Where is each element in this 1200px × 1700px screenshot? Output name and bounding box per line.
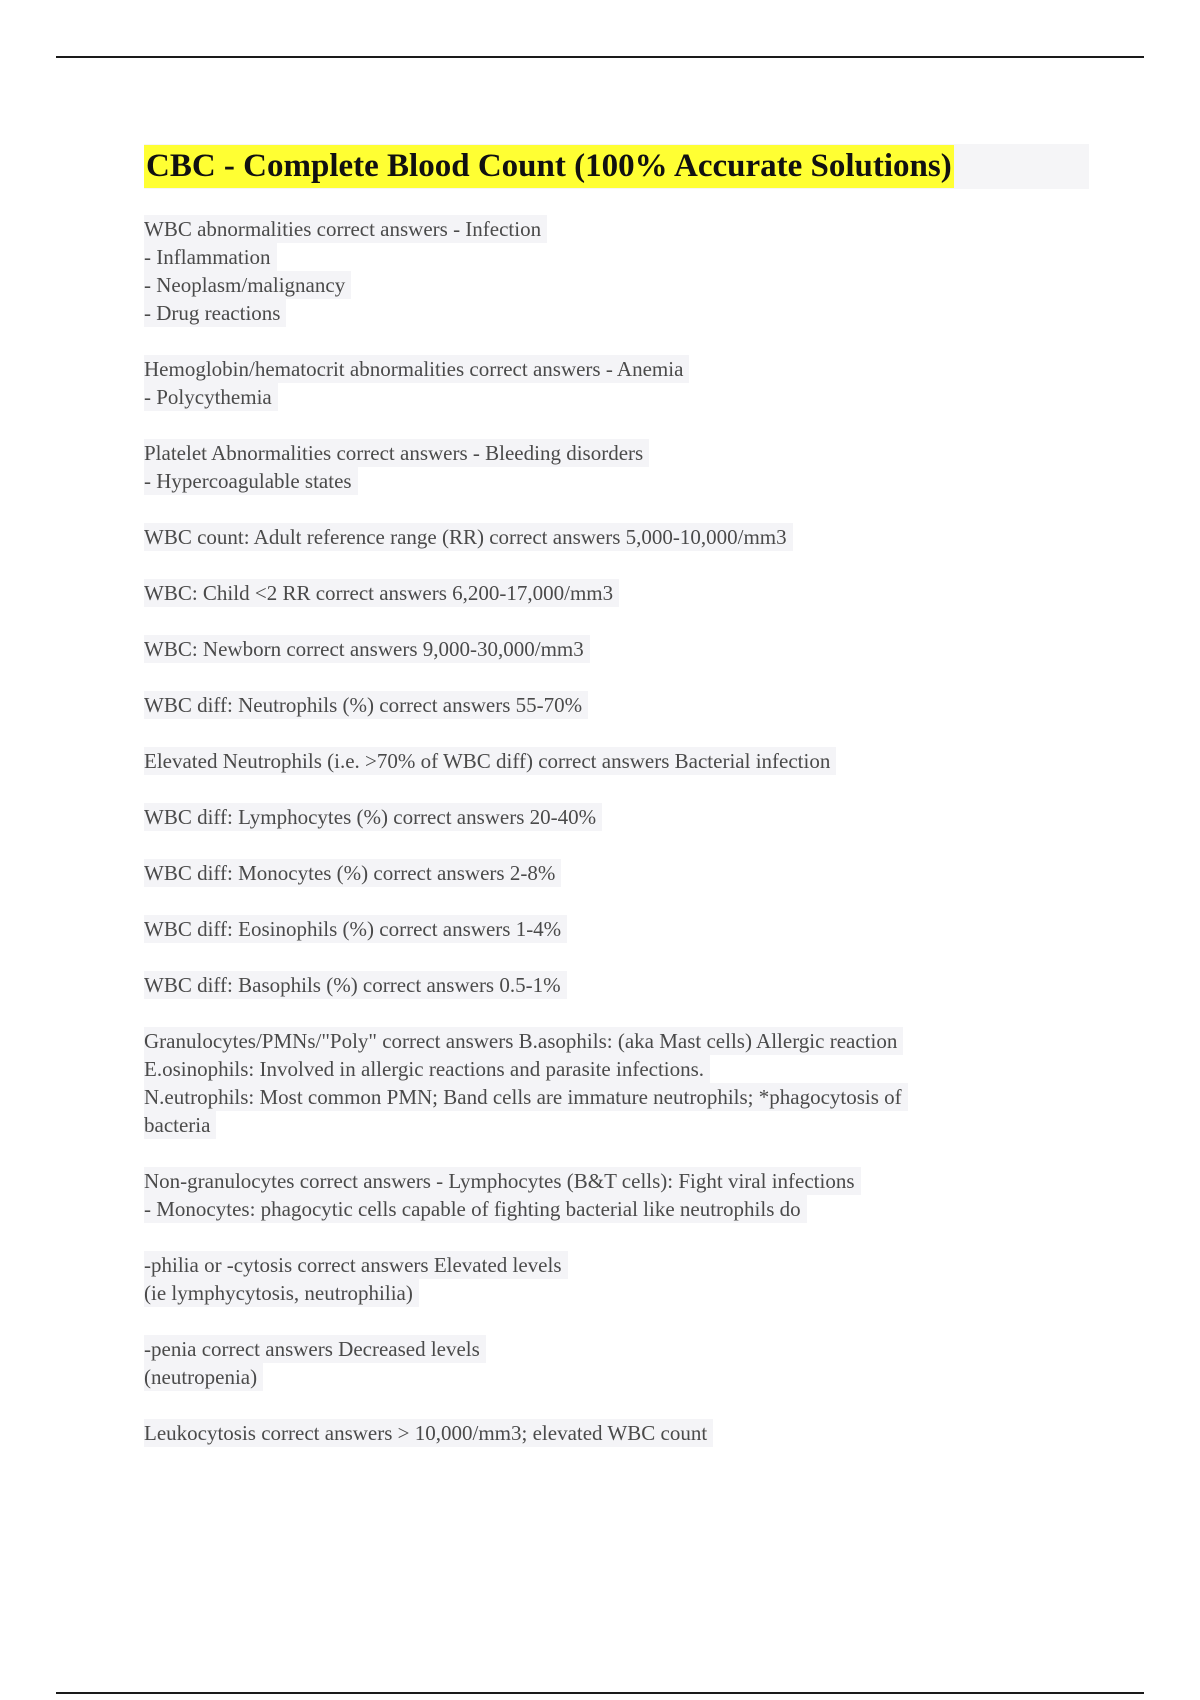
entries-list (144, 215, 1089, 1447)
entry-line-row (144, 1251, 1089, 1279)
entry-line-row (144, 747, 1089, 775)
entry-line: bacteria (144, 1111, 216, 1139)
entry-line: - Drug reactions (144, 299, 286, 327)
document-title: CBC - Complete Blood Count (100% Accurate Solutions) (144, 145, 954, 188)
qa-entry (144, 1251, 1089, 1307)
entry-line: WBC diff: Lymphocytes (%) correct answers 20-40% (144, 803, 602, 831)
entry-line-row (144, 1419, 1089, 1447)
qa-entry (144, 971, 1089, 999)
entry-line-row (144, 1083, 1089, 1111)
entry-line-row (144, 1279, 1089, 1307)
entry-line: - Hypercoagulable states (144, 467, 358, 495)
entry-line-row (144, 915, 1089, 943)
entry-line-row (144, 691, 1089, 719)
entry-line-row (144, 859, 1089, 887)
entry-line: Non-granulocytes correct answers - Lymphocytes (B&T cells): Fight viral infections (144, 1167, 861, 1195)
entry-line-row (144, 1195, 1089, 1223)
qa-entry (144, 1419, 1089, 1447)
entry-line-row (144, 439, 1089, 467)
entry-line: - Monocytes: phagocytic cells capable of fighting bacterial like neutrophils do (144, 1195, 807, 1223)
entry-line: Elevated Neutrophils (i.e. >70% of WBC diff) correct answers Bacterial infection (144, 747, 836, 775)
entry-line-row (144, 299, 1089, 327)
entry-line: WBC diff: Eosinophils (%) correct answers 1-4% (144, 915, 567, 943)
entry-line-row (144, 1027, 1089, 1055)
entry-line-row (144, 1335, 1089, 1363)
entry-line-row (144, 1111, 1089, 1139)
entry-line: - Polycythemia (144, 383, 278, 411)
entry-line: E.osinophils: Involved in allergic reactions and parasite infections. (144, 1055, 710, 1083)
entry-line-row (144, 243, 1089, 271)
entry-line: -philia or -cytosis correct answers Elevated levels (144, 1251, 568, 1279)
entry-line: Leukocytosis correct answers > 10,000/mm3; elevated WBC count (144, 1419, 713, 1447)
entry-line-row (144, 635, 1089, 663)
qa-entry (144, 1027, 1089, 1139)
qa-entry (144, 859, 1089, 887)
qa-entry (144, 635, 1089, 663)
entry-line-row (144, 215, 1089, 243)
entry-line: N.eutrophils: Most common PMN; Band cells are immature neutrophils; *phagocytosis of (144, 1083, 908, 1111)
entry-line-row (144, 1363, 1089, 1391)
entry-line: WBC diff: Neutrophils (%) correct answers 55-70% (144, 691, 588, 719)
entry-line-row (144, 467, 1089, 495)
entry-line-row (144, 579, 1089, 607)
entry-line-row (144, 803, 1089, 831)
top-rule (56, 56, 1144, 58)
entry-line: WBC: Child <2 RR correct answers 6,200-17,000/mm3 (144, 579, 619, 607)
entry-line: - Neoplasm/malignancy (144, 271, 351, 299)
qa-entry (144, 747, 1089, 775)
entry-line: WBC diff: Basophils (%) correct answers 0.5-1% (144, 971, 567, 999)
entry-line-row (144, 971, 1089, 999)
entry-line: WBC count: Adult reference range (RR) correct answers 5,000-10,000/mm3 (144, 523, 793, 551)
entry-line: WBC abnormalities correct answers - Infection (144, 215, 547, 243)
qa-entry (144, 691, 1089, 719)
entry-line-row (144, 271, 1089, 299)
entry-line: (ie lymphycytosis, neutrophilia) (144, 1279, 419, 1307)
entry-line-row (144, 355, 1089, 383)
entry-line: - Inflammation (144, 243, 277, 271)
entry-line-row (144, 1055, 1089, 1083)
entry-line: -penia correct answers Decreased levels (144, 1335, 486, 1363)
entry-line: Hemoglobin/hematocrit abnormalities correct answers - Anemia (144, 355, 689, 383)
entry-line: WBC: Newborn correct answers 9,000-30,000/mm3 (144, 635, 590, 663)
qa-entry (144, 803, 1089, 831)
qa-entry (144, 523, 1089, 551)
title-bar (144, 144, 1089, 189)
document-body (144, 144, 1089, 1475)
entry-line: Platelet Abnormalities correct answers - Bleeding disorders (144, 439, 649, 467)
entry-line: (neutropenia) (144, 1363, 263, 1391)
entry-line-row (144, 523, 1089, 551)
entry-line-row (144, 1167, 1089, 1195)
qa-entry (144, 915, 1089, 943)
bottom-rule (56, 1692, 1144, 1694)
qa-entry (144, 1335, 1089, 1391)
entry-line-row (144, 383, 1089, 411)
qa-entry (144, 1167, 1089, 1223)
entry-line: Granulocytes/PMNs/"Poly" correct answers B.asophils: (aka Mast cells) Allergic reaction (144, 1027, 903, 1055)
qa-entry (144, 439, 1089, 495)
qa-entry (144, 215, 1089, 327)
qa-entry (144, 355, 1089, 411)
qa-entry (144, 579, 1089, 607)
entry-line: WBC diff: Monocytes (%) correct answers 2-8% (144, 859, 561, 887)
